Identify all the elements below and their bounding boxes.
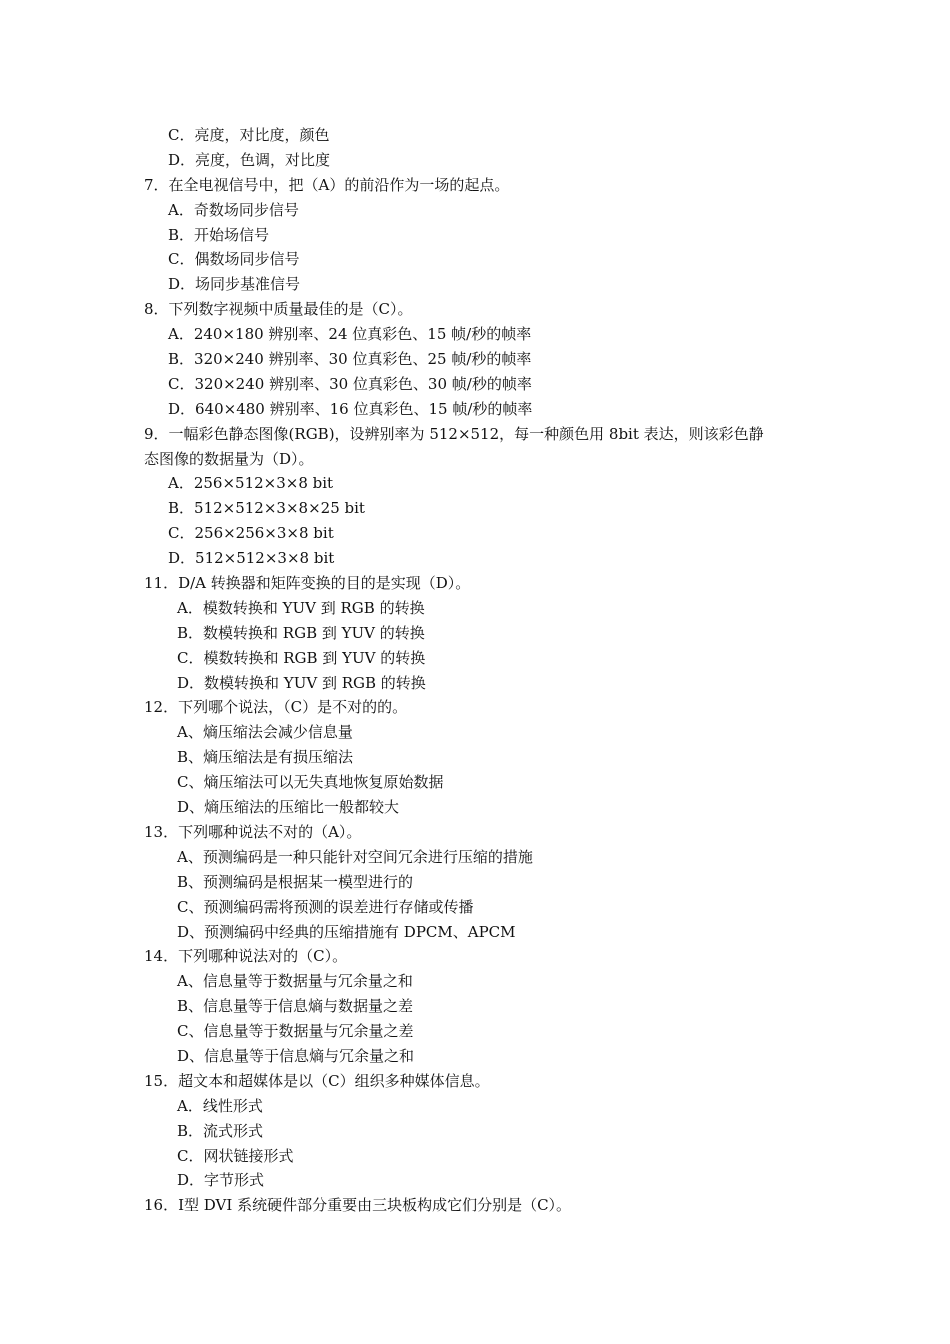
answer-option: B、熵压缩法是有损压缩法: [177, 748, 354, 767]
answer-option: D．数模转换和 YUV 到 RGB 的转换: [177, 673, 426, 692]
answer-option: D．场同步基准信号: [168, 275, 301, 294]
answer-option: C．网状链接形式: [177, 1146, 294, 1165]
question-stem: 9．一幅彩色静态图像(RGB)，设辨别率为 512×512，每一种颜色用 8bit 表达，则该彩色静: [144, 424, 764, 443]
question-stem: 12．下列哪个说法，（C）是不对的的。: [144, 698, 408, 717]
answer-option: B．320×240 辨别率、30 位真彩色、25 帧/秒的帧率: [168, 350, 532, 369]
question-stem: 15．超文本和超媒体是以（C）组织多种媒体信息。: [144, 1071, 490, 1090]
answer-option: C、熵压缩法可以无失真地恢复原始数据: [177, 773, 444, 792]
answer-option: D．亮度，色调，对比度: [168, 150, 331, 169]
answer-option: A．模数转换和 YUV 到 RGB 的转换: [177, 598, 425, 617]
question-list: [0, 123, 950, 1218]
answer-option: C．偶数场同步信号: [168, 250, 300, 269]
question-stem: 7．在全电视信号中，把（A）的前沿作为一场的起点。: [144, 175, 510, 194]
answer-option: A、信息量等于数据量与冗余量之和: [177, 972, 413, 991]
answer-option: C．320×240 辨别率、30 位真彩色、30 帧/秒的帧率: [168, 374, 532, 393]
answer-option: C．256×256×3×8 bit: [168, 524, 334, 543]
answer-option: B．512×512×3×8×25 bit: [168, 499, 365, 518]
question-stem: 8．下列数字视频中质量最佳的是（C）。: [144, 300, 413, 319]
question-stem: 13．下列哪种说法不对的（A）。: [144, 822, 362, 841]
answer-option: C．模数转换和 RGB 到 YUV 的转换: [177, 648, 426, 667]
answer-option: C、信息量等于数据量与冗余量之差: [177, 1022, 414, 1041]
answer-option: B、预测编码是根据某一模型进行的: [177, 872, 414, 891]
question-stem-continuation: 态图像的数据量为（D）。: [144, 449, 314, 468]
answer-option: D、预测编码中经典的压缩措施有 DPCM、APCM: [177, 922, 516, 941]
answer-option: B、信息量等于信息熵与数据量之差: [177, 997, 414, 1016]
answer-option: A．线性形式: [177, 1096, 263, 1115]
answer-option: D．640×480 辨别率、16 位真彩色、15 帧/秒的帧率: [168, 399, 533, 418]
answer-option: A．256×512×3×8 bit: [168, 474, 334, 493]
answer-option: A、熵压缩法会减少信息量: [177, 723, 353, 742]
answer-option: C、预测编码需将预测的误差进行存储或传播: [177, 897, 474, 916]
answer-option: D．512×512×3×8 bit: [168, 549, 335, 568]
answer-option: A．奇数场同步信号: [168, 200, 299, 219]
answer-option: B．开始场信号: [168, 225, 270, 244]
answer-option: A、预测编码是一种只能针对空间冗余进行压缩的措施: [177, 847, 533, 866]
answer-option: B．数模转换和 RGB 到 YUV 的转换: [177, 623, 425, 642]
answer-option: D、信息量等于信息熵与冗余量之和: [177, 1046, 415, 1065]
answer-option: C．亮度，对比度，颜色: [168, 126, 330, 144]
answer-option: A．240×180 辨别率、24 位真彩色、15 帧/秒的帧率: [168, 325, 532, 344]
question-stem: 14．下列哪种说法对的（C）。: [144, 947, 348, 966]
answer-option: B．流式形式: [177, 1121, 264, 1140]
answer-option: D、熵压缩法的压缩比一般都较大: [177, 798, 400, 817]
question-stem: 11．D/A 转换器和矩阵变换的目的是实现（D）。: [144, 574, 471, 593]
answer-option: D．字节形式: [177, 1171, 265, 1190]
question-stem: 16．Ⅰ型 DVI 系统硬件部分重要由三块板构成它们分别是（C）。: [144, 1196, 572, 1215]
